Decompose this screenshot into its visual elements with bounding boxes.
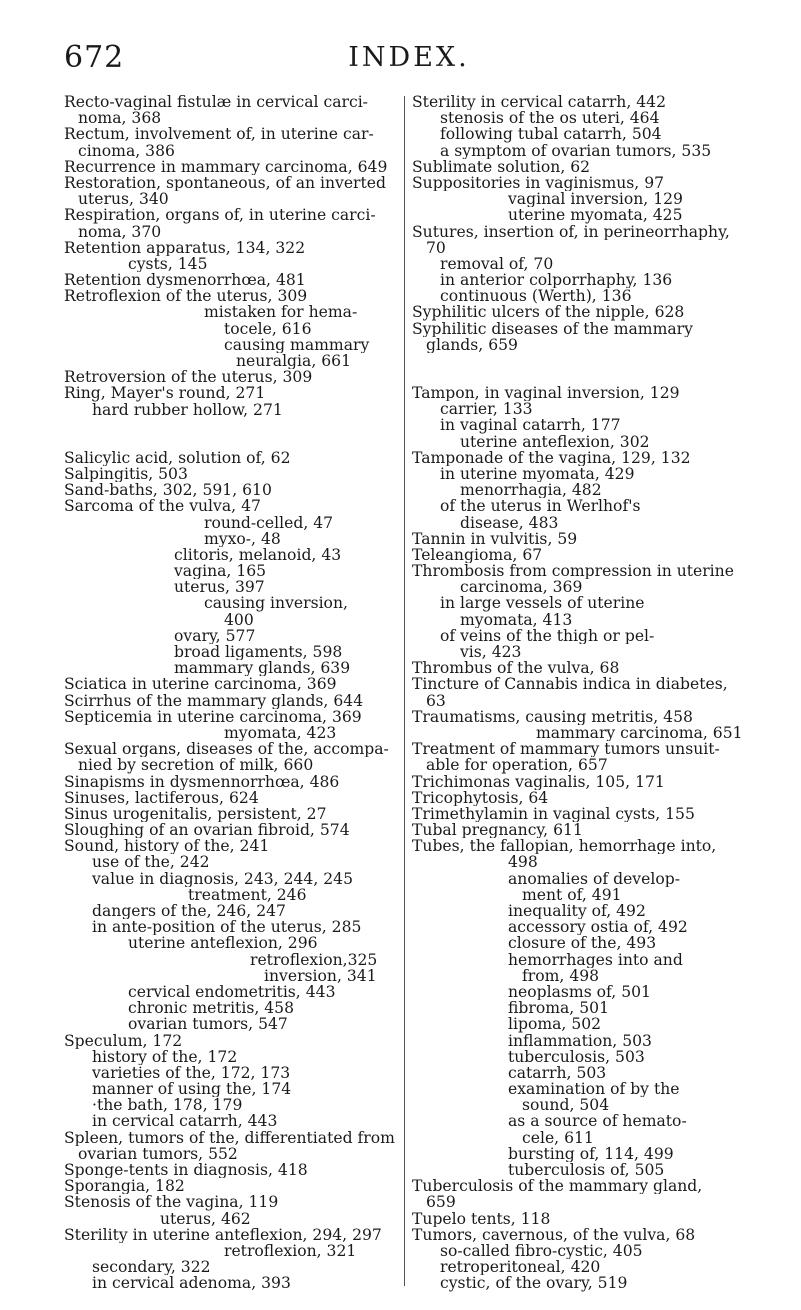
index-entry: inequality of, 492 [508, 903, 646, 920]
index-entry: uterus, 340 [78, 191, 169, 208]
index-entry: in anterior colporrhaphy, 136 [440, 272, 673, 289]
index-entry: Tannin in vulvitis, 59 [412, 530, 578, 547]
index-entry: Treatment of mammary tumors unsuit- [412, 741, 720, 758]
index-entry: hemorrhages into and [508, 951, 683, 968]
index-entry: Sound, history of the, 241 [64, 838, 270, 855]
index-entry: Rectum, involvement of, in uterine car- [64, 126, 374, 143]
index-entry: sound, 504 [522, 1097, 610, 1114]
index-entry: Sloughing of an ovarian fibroid, 574 [64, 822, 350, 839]
index-entry: Sublimate solution, 62 [412, 158, 591, 175]
index-entry: Traumatisms, causing metritis, 458 [412, 708, 693, 725]
index-entry: Retention apparatus, 134, 322 [64, 239, 306, 256]
index-entry: cystic, of the ovary, 519 [440, 1275, 628, 1292]
index-entry: causing mammary [224, 336, 370, 353]
index-entry: nied by secretion of milk, 660 [78, 757, 314, 774]
index-entry: Septicemia in uterine carcinoma, 369 [64, 708, 362, 725]
index-entry: carcinoma, 369 [460, 579, 583, 596]
index-entry: in cervical catarrh, 443 [92, 1113, 278, 1130]
index-entry: use of the, 242 [92, 854, 210, 871]
index-entry: of the uterus in Werlhof's [440, 498, 641, 515]
index-entry: in vaginal catarrh, 177 [440, 417, 621, 434]
index-entry: Teleangioma, 67 [412, 546, 543, 564]
index-entry: continuous (Werth), 136 [440, 288, 632, 305]
page-number: 672 [64, 40, 125, 75]
index-entry: 400 [224, 611, 254, 628]
index-entry: Sinus urogenitalis, persistent, 27 [64, 805, 327, 823]
index-entry: Retroversion of the uterus, 309 [64, 369, 313, 386]
index-column-left [64, 94, 400, 1292]
index-entry: myomata, 413 [460, 611, 573, 628]
index-entry: menorrhagia, 482 [460, 482, 602, 499]
index-entry: ·the bath, 178, 179 [92, 1097, 243, 1114]
index-entry: value in diagnosis, 243, 244, 245 [92, 870, 354, 887]
index-entry: 63 [426, 692, 446, 709]
index-entry: myomata, 423 [224, 724, 337, 742]
index-entry: Respiration, organs of, in uterine carci- [64, 207, 376, 224]
index-entry: in large vessels of uterine [440, 595, 645, 612]
index-entry: able for operation, 657 [426, 757, 608, 774]
index-entry: Sand-baths, 302, 591, 610 [64, 482, 272, 499]
index-entry: Syphilitic ulcers of the nipple, 628 [412, 304, 685, 321]
index-entry: mammary carcinoma, 651 [536, 724, 743, 742]
index-entry: Sterility in cervical catarrh, 442 [412, 94, 667, 111]
index-entry: uterus, 462 [160, 1210, 251, 1227]
index-entry: bursting of, 114, 499 [508, 1145, 674, 1162]
index-entry: clitoris, melanoid, 43 [174, 546, 342, 564]
index-entry: noma, 370 [78, 223, 162, 240]
index-entry: Recto-vaginal fistulæ in cervical carci- [64, 94, 368, 111]
index-entry: accessory ostia of, 492 [508, 919, 688, 936]
index-entry: neuralgia, 661 [236, 353, 351, 370]
index-entry: Trichimonas vaginalis, 105, 171 [412, 773, 665, 790]
index-entry: anomalies of develop- [508, 870, 680, 887]
index-entry: Tamponade of the vagina, 129, 132 [412, 449, 691, 466]
index-entry: a symptom of ovarian tumors, 535 [440, 142, 712, 159]
index-entry: Sexual organs, diseases of the, accompa- [64, 741, 389, 758]
index-entry: mammary glands, 639 [174, 660, 351, 677]
index-entry: Retention dysmenorrhœa, 481 [64, 272, 306, 289]
index-entry: lipoma, 502 [508, 1016, 602, 1033]
index-entry: closure of the, 493 [508, 935, 657, 952]
index-entry: broad ligaments, 598 [174, 644, 343, 661]
index-entry: Sciatica in uterine carcinoma, 369 [64, 676, 337, 693]
index-entry: Sporangia, 182 [64, 1178, 185, 1195]
index-entry: Tubes, the fallopian, hemorrhage into, [412, 838, 717, 855]
page-header [64, 40, 754, 86]
index-entry: inflammation, 503 [508, 1032, 652, 1049]
index-entry: secondary, 322 [92, 1259, 211, 1276]
index-entry: tuberculosis of, 505 [508, 1162, 665, 1179]
index-column-right [412, 94, 756, 1292]
page-title: INDEX. [348, 42, 470, 73]
index-entry: inversion, 341 [264, 967, 377, 984]
index-entry: chronic metritis, 458 [128, 1000, 294, 1017]
index-entry: in cervical adenoma, 393 [92, 1275, 291, 1292]
index-entry: retroperitoneal, 420 [440, 1259, 601, 1276]
index-entry: vis, 423 [460, 644, 522, 661]
index-entry: ovarian tumors, 547 [128, 1016, 288, 1033]
index-entry: uterine anteflexion, 302 [460, 433, 650, 450]
index-entry: Sutures, insertion of, in perineorrhaphy, [412, 223, 730, 240]
index-entry: glands, 659 [426, 336, 518, 353]
index-entry: Trimethylamin in vaginal cysts, 155 [412, 805, 695, 823]
index-entry: varieties of the, 172, 173 [92, 1064, 291, 1082]
index-entry: Tampon, in vaginal inversion, 129 [412, 385, 680, 402]
index-entry: treatment, 246 [188, 886, 307, 903]
index-entry: manner of using the, 174 [92, 1081, 292, 1098]
index-entry: causing inversion, [204, 595, 348, 612]
index-entry: Tincture of Cannabis indica in diabetes, [412, 676, 728, 693]
index-entry: Suppositories in vaginismus, 97 [412, 174, 665, 192]
index-entry: hard rubber hollow, 271 [92, 401, 283, 418]
index-entry: Thrombosis from compression in uterine [412, 563, 734, 580]
index-entry: fibroma, 501 [508, 1000, 609, 1017]
index-entry: Speculum, 172 [64, 1032, 183, 1049]
index-entry: 659 [426, 1194, 456, 1211]
index-entry: Sarcoma of the vulva, 47 [64, 498, 261, 515]
index-entry: Stenosis of the vagina, 119 [64, 1194, 279, 1211]
index-entry: catarrh, 503 [508, 1064, 607, 1082]
index-entry: Salicylic acid, solution of, 62 [64, 449, 291, 466]
index-entry: from, 498 [522, 967, 600, 984]
index-entry: ment of, 491 [522, 886, 622, 903]
index-entry: cervical endometritis, 443 [128, 983, 336, 1001]
index-entry: Tuberculosis of the mammary gland, [412, 1178, 703, 1195]
index-entry: myxo-, 48 [204, 530, 281, 547]
index-entry: dangers of the, 246, 247 [92, 903, 286, 920]
index-entry: mistaken for hema- [204, 304, 358, 321]
index-entry: round-celled, 47 [204, 514, 334, 531]
column-divider [404, 96, 405, 1286]
index-entry: noma, 368 [78, 110, 162, 127]
index-entry: ovarian tumors, 552 [78, 1145, 238, 1162]
index-entry: Retroflexion of the uterus, 309 [64, 288, 308, 305]
index-entry: stenosis of the os uteri, 464 [440, 110, 660, 127]
index-entry: Sinapisms in dysmennorrhœa, 486 [64, 773, 340, 790]
index-entry: in ante-position of the uterus, 285 [92, 919, 362, 936]
index-entry: disease, 483 [460, 514, 559, 531]
index-entry: Ring, Mayer's round, 271 [64, 385, 266, 402]
index-entry: vagina, 165 [174, 563, 267, 580]
index-entry: neoplasms of, 501 [508, 983, 651, 1001]
index-entry: Sinuses, lactiferous, 624 [64, 789, 259, 806]
index-entry: Sterility in uterine anteflexion, 294, 297 [64, 1226, 382, 1243]
index-entry: cinoma, 386 [78, 142, 175, 159]
index-entry: carrier, 133 [440, 401, 533, 418]
index-entry: tuberculosis, 503 [508, 1048, 645, 1065]
index-entry: Sponge-tents in diagnosis, 418 [64, 1162, 308, 1179]
index-entry: as a source of hemato- [508, 1113, 687, 1130]
index-entry: retroflexion,325 [250, 951, 378, 968]
index-entry: retroflexion, 321 [224, 1242, 357, 1260]
index-entry: Thrombus of the vulva, 68 [412, 660, 620, 677]
index-entry: 498 [508, 854, 538, 871]
index-entry: ovary, 577 [174, 627, 256, 644]
index-entry: cele, 611 [522, 1129, 594, 1146]
index-entry: removal of, 70 [440, 255, 554, 273]
index-entry: tocele, 616 [224, 320, 312, 337]
index-entry: of veins of the thigh or pel- [440, 627, 655, 644]
index-entry: cysts, 145 [128, 255, 208, 273]
index-entry: in uterine myomata, 429 [440, 465, 635, 483]
index-entry: following tubal catarrh, 504 [440, 126, 662, 143]
index-entry: uterine anteflexion, 296 [128, 935, 318, 952]
index-entry: Scirrhus of the mammary glands, 644 [64, 692, 364, 709]
index-entry: vaginal inversion, 129 [508, 191, 683, 208]
index-entry: Tubal pregnancy, 611 [412, 822, 583, 839]
index-entry: uterus, 397 [174, 579, 265, 596]
index-entry: history of the, 172 [92, 1048, 238, 1065]
index-entry: Recurrence in mammary carcinoma, 649 [64, 158, 388, 175]
index-entry: so-called fibro-cystic, 405 [440, 1242, 643, 1260]
index-entry: Tumors, cavernous, of the vulva, 68 [412, 1226, 696, 1243]
index-entry: uterine myomata, 425 [508, 207, 683, 224]
index-entry: Tupelo tents, 118 [412, 1210, 551, 1227]
index-entry: Restoration, spontaneous, of an inverted [64, 174, 386, 192]
index-entry: Tricophytosis, 64 [412, 789, 549, 806]
index-entry: examination of by the [508, 1081, 680, 1098]
index-entry: Syphilitic diseases of the mammary [412, 320, 693, 337]
index-entry: 70 [426, 239, 446, 256]
index-entry: Salpingitis, 503 [64, 465, 188, 483]
index-entry: Spleen, tumors of the, differentiated from [64, 1129, 395, 1146]
